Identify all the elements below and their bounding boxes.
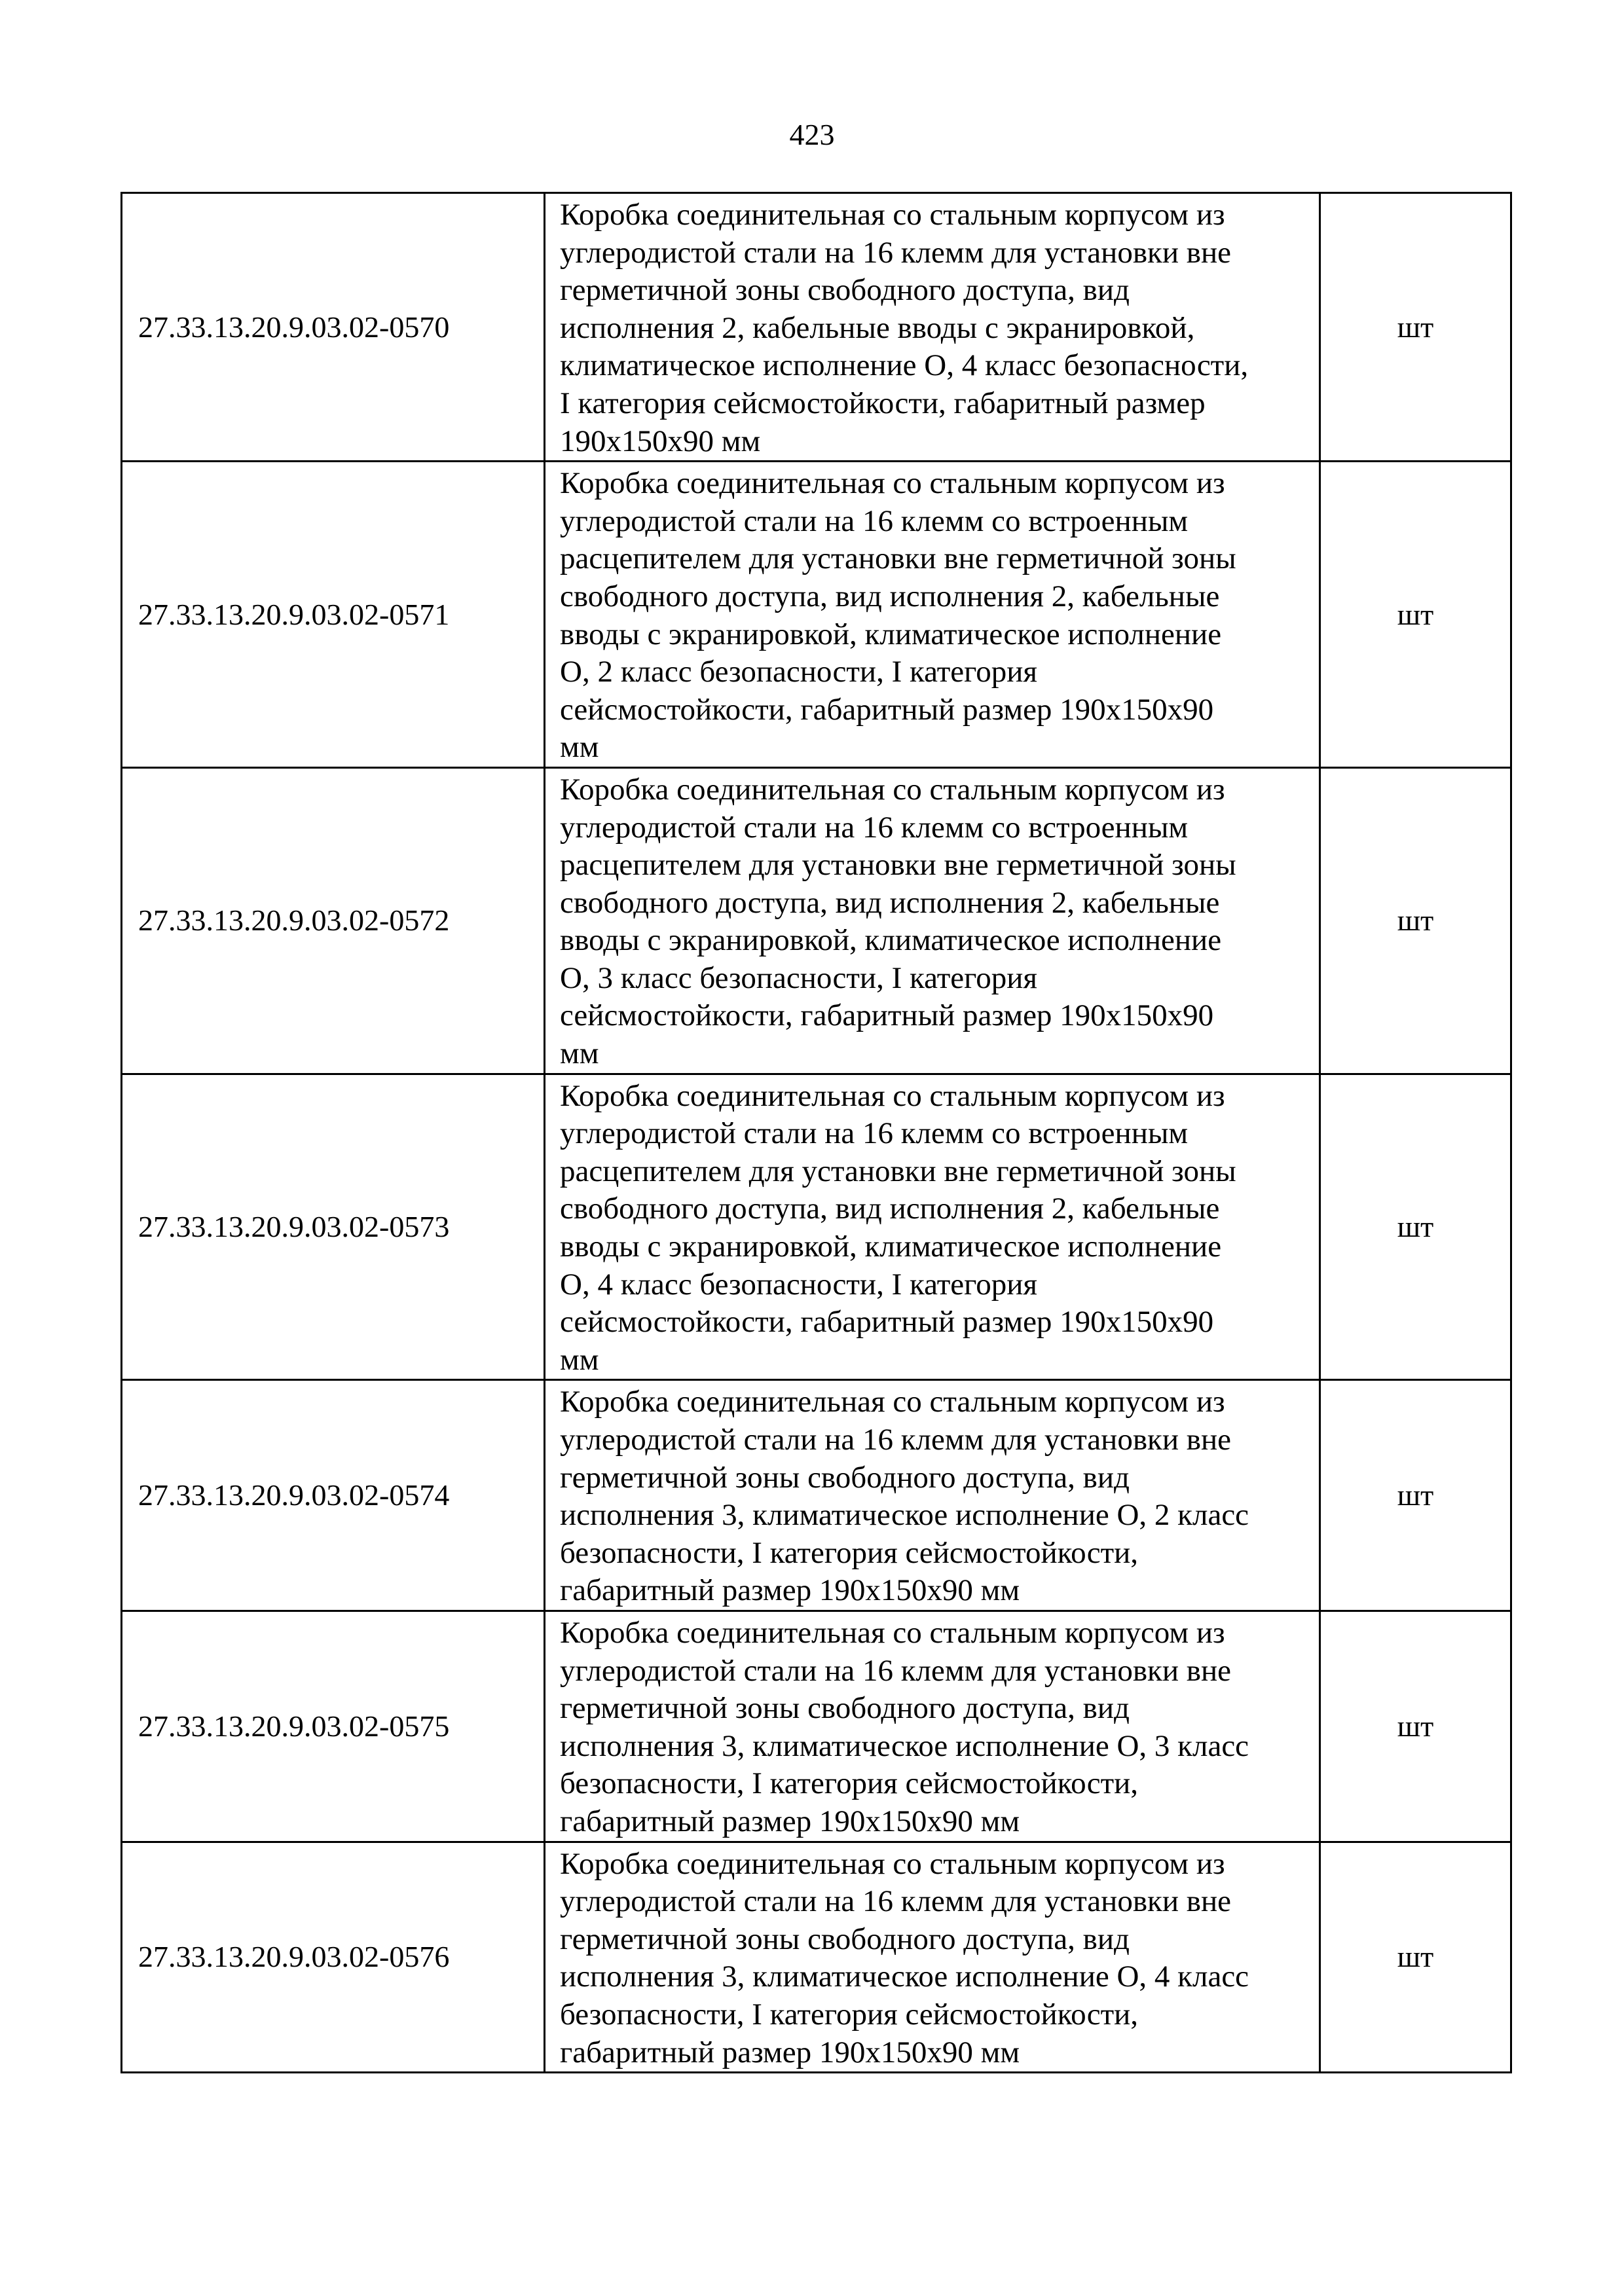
description-line: Коробка соединительная со стальным корпусом из (560, 198, 1225, 232)
description-line: мм (560, 1036, 599, 1071)
unit-cell: шт (1320, 1842, 1511, 2073)
item-code-cell: 27.33.13.20.9.03.02-0572 (122, 767, 545, 1074)
item-code-cell: 27.33.13.20.9.03.02-0575 (122, 1611, 545, 1842)
table-row (122, 1074, 1511, 1380)
item-description-cell (545, 193, 1320, 462)
description-line: Коробка соединительная со стальным корпусом из (560, 1385, 1225, 1419)
description-line: исполнения 3, климатическое исполнение О, 2 класс (560, 1498, 1249, 1533)
description-line: габаритный размер 190х150х90 мм (560, 1804, 1020, 1838)
table-row (122, 193, 1511, 462)
description-line: исполнения 3, климатическое исполнение О, 4 класс (560, 1959, 1249, 1994)
item-code-cell: 27.33.13.20.9.03.02-0574 (122, 1380, 545, 1611)
description-line: расцепителем для установки вне герметичной зоны (560, 541, 1236, 576)
table-row (122, 1611, 1511, 1842)
description-line: свободного доступа, вид исполнения 2, кабельные (560, 1192, 1220, 1226)
description-line: сейсмостойкости, габаритный размер 190х150х90 (560, 692, 1214, 727)
description-line: вводы с экранировкой, климатическое исполнение (560, 1230, 1222, 1264)
item-code-cell: 27.33.13.20.9.03.02-0571 (122, 462, 545, 768)
item-description-cell (545, 1611, 1320, 1842)
table-row (122, 1380, 1511, 1611)
description-line: I категория сейсмостойкости, габаритный размер (560, 386, 1206, 420)
unit-cell: шт (1320, 193, 1511, 462)
description-line: углеродистой стали на 16 клемм со встроенным (560, 503, 1189, 538)
description-line: расцепителем для установки вне герметичной зоны (560, 1154, 1236, 1188)
description-line: углеродистой стали на 16 клемм со встроенным (560, 810, 1189, 845)
description-line: углеродистой стали на 16 клемм со встроенным (560, 1116, 1189, 1151)
item-code-cell: 27.33.13.20.9.03.02-0570 (122, 193, 545, 462)
item-description-cell (545, 462, 1320, 768)
table-body (122, 193, 1511, 2073)
item-code-cell: 27.33.13.20.9.03.02-0576 (122, 1842, 545, 2073)
description-line: герметичной зоны свободного доступа, вид (560, 1922, 1130, 1956)
description-line: вводы с экранировкой, климатическое исполнение (560, 617, 1222, 651)
description-line: мм (560, 730, 599, 765)
description-line: безопасности, I категория сейсмостойкости, (560, 1997, 1139, 2032)
description-line: герметичной зоны свободного доступа, вид (560, 1460, 1130, 1495)
item-description-cell (545, 767, 1320, 1074)
description-line: вводы с экранировкой, климатическое исполнение (560, 923, 1222, 958)
description-line: сейсмостойкости, габаритный размер 190х150х90 (560, 1305, 1214, 1339)
table-row (122, 462, 1511, 768)
unit-cell: шт (1320, 462, 1511, 768)
description-line: мм (560, 1342, 599, 1377)
description-line: О, 2 класс безопасности, I категория (560, 655, 1038, 689)
unit-cell: шт (1320, 767, 1511, 1074)
page-number: 423 (789, 118, 835, 151)
description-line: свободного доступа, вид исполнения 2, кабельные (560, 885, 1220, 920)
unit-cell: шт (1320, 1380, 1511, 1611)
item-description-cell (545, 1380, 1320, 1611)
description-line: исполнения 2, кабельные вводы с экранировкой, (560, 310, 1195, 345)
description-line: Коробка соединительная со стальным корпусом из (560, 466, 1225, 501)
description-line: углеродистой стали на 16 клемм для установки вне (560, 235, 1231, 270)
description-line: углеродистой стали на 16 клемм для установки вне (560, 1884, 1231, 1919)
unit-cell: шт (1320, 1074, 1511, 1380)
description-line: Коробка соединительная со стальным корпусом из (560, 1078, 1225, 1113)
description-line: сейсмостойкости, габаритный размер 190х150х90 (560, 998, 1214, 1033)
item-code-cell: 27.33.13.20.9.03.02-0573 (122, 1074, 545, 1380)
description-line: Коробка соединительная со стальным корпусом из (560, 1846, 1225, 1881)
description-line: безопасности, I категория сейсмостойкости, (560, 1535, 1139, 1570)
description-line: герметичной зоны свободного доступа, вид (560, 1691, 1130, 1726)
description-line: исполнения 3, климатическое исполнение О, 3 класс (560, 1728, 1249, 1763)
description-line: О, 4 класс безопасности, I категория (560, 1267, 1038, 1302)
description-line: габаритный размер 190х150х90 мм (560, 2035, 1020, 2069)
description-line: углеродистой стали на 16 клемм для установки вне (560, 1653, 1231, 1688)
description-line: О, 3 класс безопасности, I категория (560, 960, 1038, 995)
item-description-cell (545, 1074, 1320, 1380)
description-line: герметичной зоны свободного доступа, вид (560, 273, 1130, 308)
description-line: Коробка соединительная со стальным корпусом из (560, 1615, 1225, 1650)
description-line: Коробка соединительная со стальным корпусом из (560, 772, 1225, 807)
description-line: углеродистой стали на 16 клемм для установки вне (560, 1423, 1231, 1457)
unit-cell: шт (1320, 1611, 1511, 1842)
description-line: свободного доступа, вид исполнения 2, кабельные (560, 579, 1220, 613)
description-line: габаритный размер 190х150х90 мм (560, 1573, 1020, 1608)
item-description-cell (545, 1842, 1320, 2073)
table-row (122, 767, 1511, 1074)
description-line: расцепителем для установки вне герметичной зоны (560, 848, 1236, 883)
description-line: климатическое исполнение О, 4 класс безопасности, (560, 348, 1249, 383)
catalog-table (120, 192, 1512, 2073)
description-line: безопасности, I категория сейсмостойкости, (560, 1766, 1139, 1801)
description-line: 190х150х90 мм (560, 424, 761, 458)
table-row (122, 1842, 1511, 2073)
